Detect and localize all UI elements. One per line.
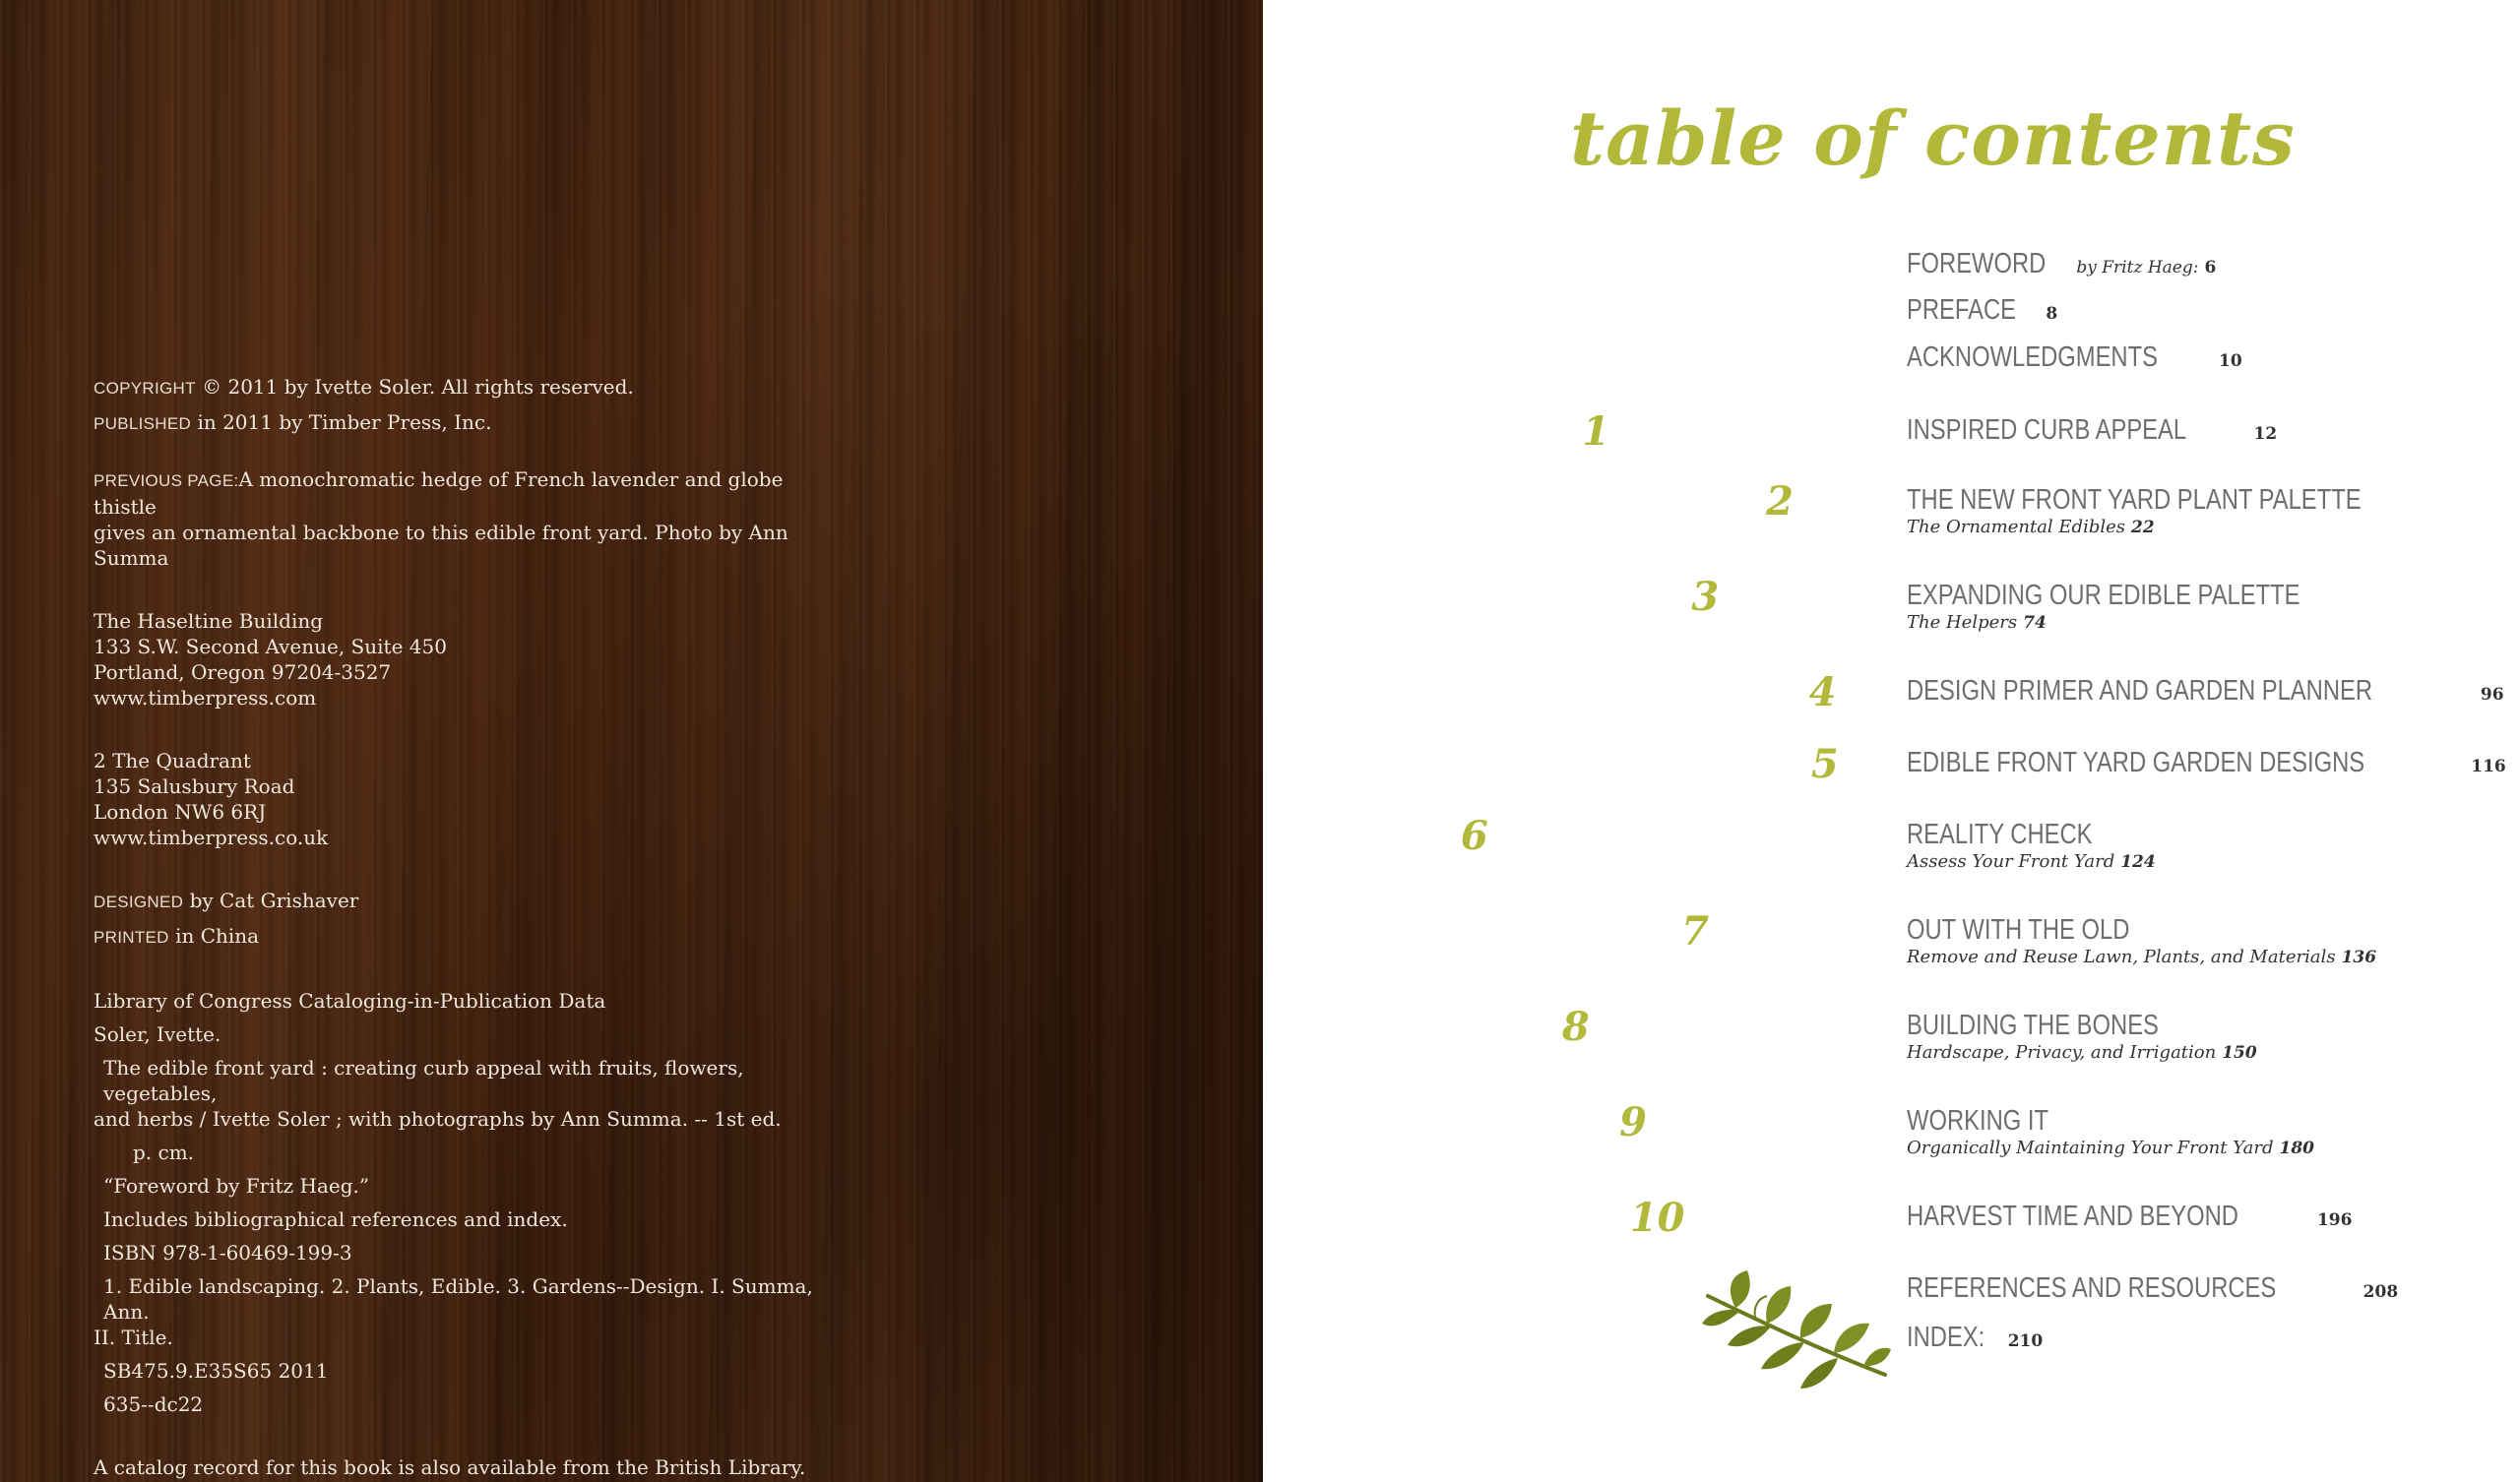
toc-entry-index[interactable] [1907,1322,2043,1354]
previous-page-line1 [94,466,842,520]
address-us-line: The Haseltine Building [94,609,324,633]
address-uk-line: 2 The Quadrant [94,749,251,772]
chapter-title: WORKING IT [1907,1105,2048,1137]
copyright-line [94,374,842,401]
copyright-label: COPYRIGHT [94,379,196,398]
chapter-title: REALITY CHECK [1907,819,2093,850]
toc-entry-preface[interactable] [1907,294,2057,327]
previous-page-text1: A monochromatic hedge of French lavender and globe thistle [94,467,784,519]
cip-author: Soler, Ivette. [94,1022,221,1046]
cip-includes: Includes bibliographical references and index. [103,1207,568,1231]
chapter-subtitle: Remove and Reuse Lawn, Plants, and Materials [1907,947,2336,967]
published-line [94,409,842,437]
chapter-number: 7 [1681,908,1710,955]
toc-chapter-9[interactable] [1619,1099,2314,1158]
address-uk-line: London NW6 6RJ [94,800,267,824]
chapter-title: THE NEW FRONT YARD PLANT PALETTE [1907,484,2362,516]
toc-entry-foreword[interactable] [1907,248,2216,280]
cip-lcc: SB475.9.E35S65 2011 [103,1359,329,1383]
toc-entry-by: by Fritz Haeg: [2076,258,2199,278]
chapter-title: BUILDING THE BONES [1907,1010,2159,1041]
toc-chapter-6[interactable] [1460,813,2156,872]
toc-chapter-4[interactable] [1808,669,2504,715]
cip-pcm: p. cm. [133,1141,195,1164]
chapter-number: 6 [1460,813,1488,859]
toc-entry-title: ACKNOWLEDGMENTS [1907,341,2159,373]
chapter-number: 5 [1810,741,1839,787]
chapter-title: INSPIRED CURB APPEAL [1907,414,2187,446]
cip-subjects-line1: 1. Edible landscaping. 2. Plants, Edible. 3. Gardens--Design. I. Summa, Ann. [103,1274,813,1324]
cip-foreword: “Foreword by Fritz Haeg.” [103,1174,370,1198]
chapter-page: 22 [2131,518,2155,537]
chapter-subtitle: Hardscape, Privacy, and Irrigation [1907,1042,2217,1063]
chapter-page: 74 [2023,613,2047,633]
toc-entry-acknowledgments[interactable] [1907,341,2242,374]
published-label: PUBLISHED [94,414,192,433]
toc-page [1263,0,2520,1482]
copyright-block [94,374,842,1480]
chapter-subtitle-line [1907,517,2461,537]
chapter-subtitle: Organically Maintaining Your Front Yard [1907,1138,2274,1158]
address-us-line: Portland, Oregon 97204-3527 [94,660,392,684]
toc-entry-title: INDEX: [1907,1322,1985,1353]
chapter-number: 1 [1582,408,1610,455]
toc-chapter-8[interactable] [1561,1004,2257,1063]
toc-entry-page: 6 [2204,258,2217,278]
toc-heading: table of contents [1570,94,2296,182]
toc-entry-references[interactable] [1907,1272,2398,1305]
chapter-subtitle-line [1907,1138,2314,1158]
cip-ddc: 635--dc22 [103,1392,204,1416]
address-us-url: www.timberpress.com [94,686,317,710]
chapter-number: 4 [1808,669,1837,715]
chapter-subtitle: The Ornamental Edibles [1907,517,2126,537]
chapter-subtitle: Assess Your Front Yard [1907,851,2115,872]
herb-sprig-icon [1696,1265,1893,1402]
chapter-number: 2 [1766,478,1794,525]
printed-line [94,923,842,951]
chapter-page: 180 [2279,1139,2314,1158]
chapter-subtitle-line [1907,851,2156,872]
chapter-number: 3 [1691,574,1720,620]
published-text: in 2011 by Timber Press, Inc. [197,410,492,434]
toc-chapter-5[interactable] [1810,741,2506,787]
designed-line [94,888,842,915]
toc-chapter-1[interactable] [1582,408,2278,455]
address-uk-line: 135 Salusbury Road [94,774,295,798]
chapter-page: 12 [2253,424,2278,444]
chapter-title: EXPANDING OUR EDIBLE PALETTE [1907,580,2300,611]
cip-title-line1: The edible front yard : creating curb appeal with fruits, flowers, vegetables, [103,1056,744,1105]
chapter-subtitle-line [1907,612,2386,633]
toc-entry-page: 208 [2362,1282,2399,1302]
chapter-page: 124 [2120,852,2156,872]
toc-chapter-10[interactable] [1629,1195,2353,1241]
address-us-line: 133 S.W. Second Avenue, Suite 450 [94,635,447,658]
chapter-subtitle-line [1907,947,2376,967]
cip-subjects-line2: II. Title. [94,1326,173,1349]
address-uk-url: www.timberpress.co.uk [94,826,329,849]
chapter-number: 9 [1619,1099,1647,1145]
printed-text: in China [175,924,260,948]
chapter-page: 96 [2480,685,2504,705]
toc-entry-title: REFERENCES AND RESOURCES [1907,1272,2277,1304]
chapter-page: 150 [2222,1043,2257,1063]
chapter-title: DESIGN PRIMER AND GARDEN PLANNER [1907,675,2373,707]
designed-text: by Cat Grishaver [189,889,359,912]
toc-entry-title: FOREWORD [1907,248,2047,279]
chapter-page: 196 [2316,1210,2353,1230]
toc-entry-page: 210 [2007,1331,2044,1351]
chapter-title: HARVEST TIME AND BEYOND [1907,1201,2238,1232]
printed-label: PRINTED [94,928,169,947]
chapter-number: 10 [1629,1195,1685,1241]
cip-isbn: ISBN 978-1-60469-199-3 [103,1241,352,1265]
toc-chapter-3[interactable] [1691,574,2386,633]
toc-chapter-7[interactable] [1681,908,2377,967]
chapter-title: EDIBLE FRONT YARD GARDEN DESIGNS [1907,747,2365,778]
chapter-page: 116 [2471,757,2506,776]
previous-page-line2: gives an ornamental backbone to this edible front yard. Photo by Ann Summa [94,521,788,570]
chapter-title: OUT WITH THE OLD [1907,914,2130,946]
chapter-page: 136 [2341,948,2377,967]
cip-title-line2: and herbs / Ivette Soler ; with photographs by Ann Summa. -- 1st ed. [94,1107,782,1131]
toc-entry-page: 10 [2218,351,2242,371]
designed-label: DESIGNED [94,893,184,911]
chapter-subtitle: The Helpers [1907,612,2018,633]
toc-entry-page: 8 [2046,304,2058,324]
copyright-text: © 2011 by Ivette Soler. All rights reserved. [202,375,634,399]
toc-entry-title: PREFACE [1907,294,2017,326]
british-library-note: A catalog record for this book is also available from the British Library. [94,1455,806,1479]
previous-page-label: PREVIOUS PAGE: [94,471,239,490]
cip-heading: Library of Congress Cataloging-in-Publication Data [94,989,606,1013]
toc-chapter-2[interactable] [1766,478,2461,537]
chapter-number: 8 [1561,1004,1590,1050]
chapter-subtitle-line [1907,1042,2257,1063]
